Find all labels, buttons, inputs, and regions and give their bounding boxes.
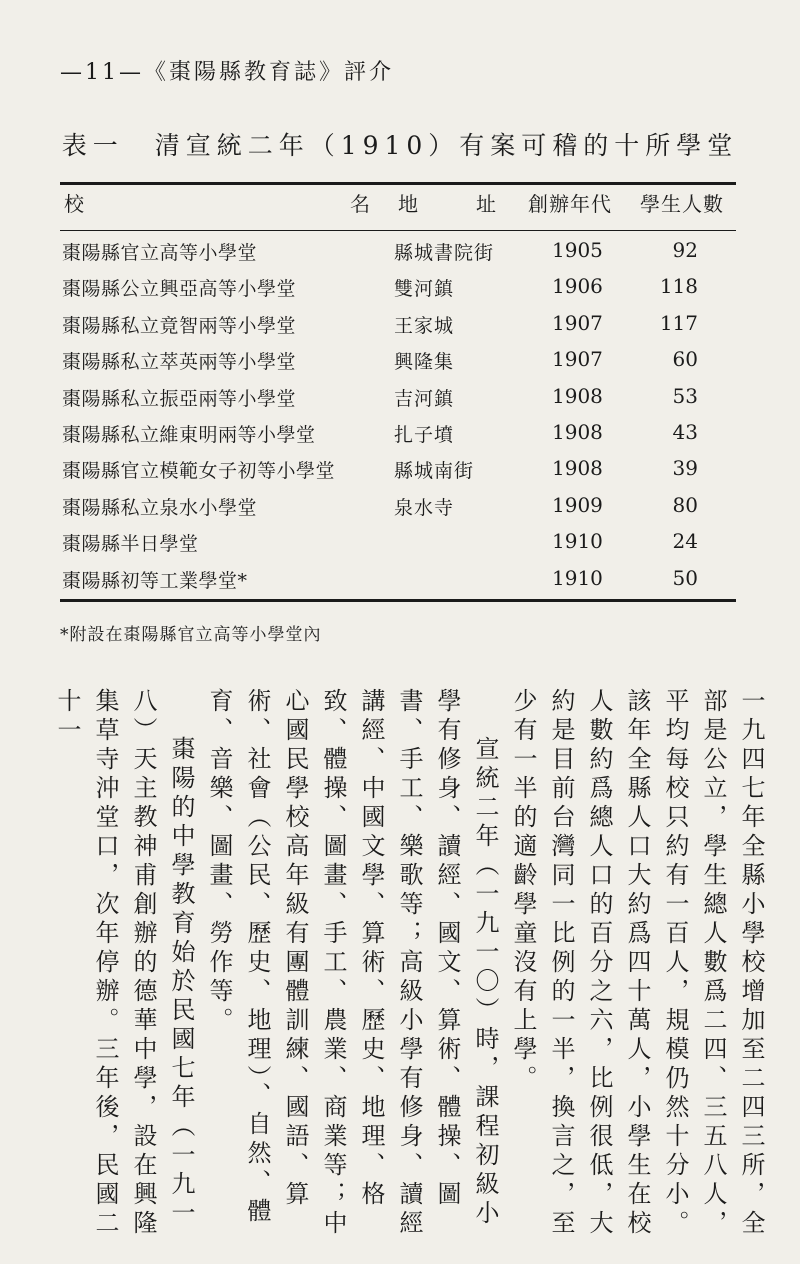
table-header-rule (60, 230, 736, 231)
table-row (0, 529, 800, 565)
cell-school-name: 棗陽縣初等工業學堂* (62, 569, 248, 592)
header-school-name-char2: 名 (350, 192, 370, 216)
cell-address: 扎子墳 (394, 423, 455, 446)
table-body (0, 238, 800, 602)
cell-school-name: 棗陽縣官立模範女子初等小學堂 (62, 460, 336, 483)
body-paragraph-1: 一九四七年全縣小學校增加至二四三所，全部是公立，學生總人數爲二四、三五八人，平均每校只約有一百人，規模仍然十分小。該年全縣人口大約爲四十萬人，小學生在校人數約爲總人口的百分之六，比例很低，大約是目前台灣同一比例的一半，換言之，至少有一半的適齡學童沒有上學。 (509, 688, 765, 1239)
cell-year: 1907 (552, 310, 603, 335)
cell-students: 92 (672, 238, 698, 262)
cell-school-name: 棗陽縣公立興亞高等小學堂 (62, 278, 297, 301)
table-row (0, 238, 800, 274)
header-address-char2: 址 (476, 192, 496, 216)
running-header: —11—《棗陽縣教育誌》評介 (60, 60, 394, 85)
cell-year: 1907 (552, 347, 603, 372)
table-row (0, 493, 800, 529)
cell-year: 1910 (552, 565, 603, 590)
cell-year: 1909 (552, 492, 603, 517)
header-address-char1: 地 (398, 192, 418, 216)
table-row (0, 347, 800, 383)
table-footnote: *附設在棗陽縣官立高等小學堂內 (60, 625, 322, 645)
cell-address: 王家城 (394, 314, 455, 337)
cell-students: 24 (672, 529, 698, 554)
cell-address: 泉水寺 (394, 496, 455, 519)
cell-students: 60 (672, 347, 698, 372)
cell-address: 縣城書院街 (394, 242, 495, 264)
cell-address: 興隆集 (394, 351, 455, 374)
cell-students: 118 (659, 274, 698, 299)
header-school-name-char1: 校 (64, 192, 84, 216)
table-row (0, 566, 800, 602)
header-founding-year: 創辦年代 (528, 192, 612, 216)
table-top-rule (60, 182, 736, 185)
body-paragraph-3: 棗陽的中學教育始於民國七年（一九一八）天主教神甫創辦的德華中學，設在興隆集草寺沖堂口，次年停辦。三年後，民國二十一 (53, 688, 195, 1239)
cell-school-name: 棗陽縣私立竟智兩等小學堂 (62, 314, 297, 337)
cell-year: 1910 (552, 529, 603, 554)
cell-address: 縣城南街 (394, 460, 475, 483)
cell-school-name: 棗陽縣官立高等小學堂 (62, 242, 258, 264)
table-bottom-rule (60, 599, 736, 602)
cell-school-name: 棗陽縣私立振亞兩等小學堂 (62, 387, 297, 410)
table-row (0, 384, 800, 420)
cell-year: 1908 (552, 419, 603, 444)
body-text (30, 688, 770, 1243)
table-row (0, 420, 800, 456)
cell-school-name: 棗陽縣半日學堂 (62, 533, 199, 556)
cell-students: 39 (672, 456, 698, 481)
cell-school-name: 棗陽縣私立維東明兩等小學堂 (62, 423, 316, 446)
cell-students: 50 (672, 565, 698, 590)
cell-students: 53 (672, 383, 698, 408)
table-header-row (0, 188, 800, 224)
cell-year: 1908 (552, 383, 603, 408)
body-paragraph-2: 宣統二年（一九一〇）時，課程初級小學有修身、讀經、國文、算術、體操、圖書、手工、樂歌等；高級小學有修身、讀經講經、中國文學、算術、歷史、地理、格致、體操、圖畫、手工、農業、商業等；中心國民學校高年級有團體訓練、國語、算術、社會（公民、歷史、地理）、自然、體育、音樂、圖畫、勞作等。 (205, 688, 499, 1239)
cell-school-name: 棗陽縣私立泉水小學堂 (62, 496, 258, 519)
table-title: 表一 清宣統二年（1910）有案可稽的十所學堂 (61, 131, 739, 160)
cell-students: 43 (672, 419, 698, 444)
cell-students: 80 (672, 492, 698, 517)
cell-year: 1908 (552, 456, 603, 481)
cell-year: 1906 (552, 274, 603, 299)
table-row (0, 456, 800, 492)
table-row (0, 274, 800, 310)
header-student-count: 學生人數 (640, 192, 724, 216)
cell-students: 117 (659, 310, 698, 335)
table-row (0, 311, 800, 347)
cell-address: 吉河鎮 (394, 387, 455, 410)
cell-year: 1905 (552, 238, 603, 262)
cell-school-name: 棗陽縣私立萃英兩等小學堂 (62, 351, 297, 374)
cell-address: 雙河鎮 (394, 278, 455, 301)
